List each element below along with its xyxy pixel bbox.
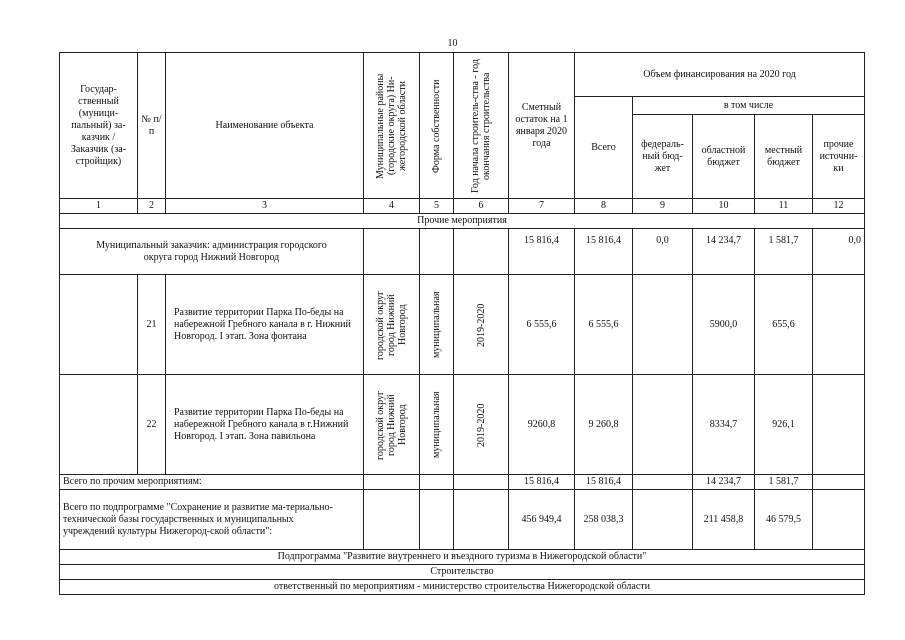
cell-local: 655,6 xyxy=(755,275,813,375)
col-number: 4 xyxy=(364,199,420,214)
years-text: 2019-2020 xyxy=(475,402,487,447)
customer-row xyxy=(60,229,865,275)
cell-local: 1 581,7 xyxy=(755,475,813,490)
cell-federal xyxy=(633,375,693,475)
cell-total: 6 555,6 xyxy=(575,275,633,375)
cell-local: 926,1 xyxy=(755,375,813,475)
cell xyxy=(60,275,138,375)
cell-federal xyxy=(633,490,693,550)
cell-other xyxy=(813,275,865,375)
cell-estimate: 6 555,6 xyxy=(509,275,575,375)
col-number: 12 xyxy=(813,199,865,214)
header-years-text: Год начала строитель-ства - год окончания строительства xyxy=(470,58,492,193)
cell-local: 46 579,5 xyxy=(755,490,813,550)
cell xyxy=(420,229,454,275)
header-ownership-text: Форма собственности xyxy=(431,78,442,173)
page-number: 10 xyxy=(447,38,458,49)
district-text: городской округ город Нижний Новгород xyxy=(375,389,408,460)
cell xyxy=(364,490,420,550)
cell xyxy=(364,475,420,490)
district-cell xyxy=(364,275,420,375)
cell xyxy=(60,375,138,475)
row-number: 21 xyxy=(138,275,166,375)
cell-total: 9 260,8 xyxy=(575,375,633,475)
col-number: 2 xyxy=(138,199,166,214)
cell-total: 15 816,4 xyxy=(575,475,633,490)
cell xyxy=(454,475,509,490)
col-number: 9 xyxy=(633,199,693,214)
cell-regional: 211 458,8 xyxy=(693,490,755,550)
cell-regional: 14 234,7 xyxy=(693,229,755,275)
cell-federal xyxy=(633,275,693,375)
header-years xyxy=(454,53,509,199)
col-number: 10 xyxy=(693,199,755,214)
cell-estimate: 15 816,4 xyxy=(509,475,575,490)
header-total: Всего xyxy=(575,97,633,199)
ownership-cell xyxy=(420,275,454,375)
header-financing-group: Объем финансирования на 2020 год xyxy=(575,53,865,97)
header-number: № п/п xyxy=(138,53,166,199)
header-including-group: в том числе xyxy=(633,97,865,115)
cell xyxy=(364,229,420,275)
ownership-text: муниципальная xyxy=(431,391,442,458)
header-local: местный бюджет xyxy=(755,115,813,199)
district-cell xyxy=(364,375,420,475)
cell-regional: 5900,0 xyxy=(693,275,755,375)
total-subprogram-label: Всего по подпрограмме "Сохранение и развитие ма-териально-технической базы государственных и муниципальных учреждений культуры Нижегород-ской области": xyxy=(60,490,364,550)
col-number: 6 xyxy=(454,199,509,214)
years-text: 2019-2020 xyxy=(475,302,487,347)
cell-other: 0,0 xyxy=(813,229,865,275)
header-estimate: Сметный остаток на 1 января 2020 года xyxy=(509,53,575,199)
col-number: 5 xyxy=(420,199,454,214)
cell-other xyxy=(813,475,865,490)
years-cell xyxy=(454,375,509,475)
table-row xyxy=(60,275,865,375)
cell xyxy=(420,490,454,550)
column-numbers-row xyxy=(60,199,865,214)
responsible-line: ответственный по мероприятиям - министерство строительства Нижегородской области xyxy=(60,580,865,595)
cell-estimate: 15 816,4 xyxy=(509,229,575,275)
cell-total: 258 038,3 xyxy=(575,490,633,550)
cell xyxy=(454,490,509,550)
ownership-text: муниципальная xyxy=(431,291,442,358)
construction-title: Строительство xyxy=(60,565,865,580)
col-number: 7 xyxy=(509,199,575,214)
object-name: Развитие территории Парка По-беды на набережной Гребного канала в г.Нижний Новгород. I этап. Зона павильона xyxy=(166,375,364,475)
row-number: 22 xyxy=(138,375,166,475)
header-other-sources: прочие источни-ки xyxy=(813,115,865,199)
col-number: 3 xyxy=(166,199,364,214)
header-district xyxy=(364,53,420,199)
total-subprogram-row xyxy=(60,490,865,550)
cell-estimate: 456 949,4 xyxy=(509,490,575,550)
cell-other xyxy=(813,490,865,550)
customer-label: Муниципальный заказчик: администрация городского округа город Нижний Новгород xyxy=(60,229,364,275)
district-text: городской округ город Нижний Новгород xyxy=(375,289,408,360)
cell xyxy=(420,475,454,490)
section-other-title: Прочие мероприятия xyxy=(60,214,865,229)
header-customer: Государ-ственный (муници-пальный) за-казчик / Заказчик (за-стройщик) xyxy=(60,53,138,199)
col-number: 1 xyxy=(60,199,138,214)
years-cell xyxy=(454,275,509,375)
total-other-row xyxy=(60,475,865,490)
cell-other xyxy=(813,375,865,475)
total-other-label: Всего по прочим мероприятиям: xyxy=(60,475,364,490)
cell-federal xyxy=(633,475,693,490)
object-name: Развитие территории Парка По-беды на набережной Гребного канала в г. Нижний Новгород. I этап. Зона фонтана xyxy=(166,275,364,375)
cell-federal: 0,0 xyxy=(633,229,693,275)
header-ownership xyxy=(420,53,454,199)
cell-local: 1 581,7 xyxy=(755,229,813,275)
financing-table xyxy=(59,52,865,595)
cell-estimate: 9260,8 xyxy=(509,375,575,475)
col-number: 8 xyxy=(575,199,633,214)
ownership-cell xyxy=(420,375,454,475)
cell-regional: 14 234,7 xyxy=(693,475,755,490)
header-object-name: Наименование объекта xyxy=(166,53,364,199)
header-federal: федераль-ный бюд-жет xyxy=(633,115,693,199)
cell-regional: 8334,7 xyxy=(693,375,755,475)
table-row xyxy=(60,375,865,475)
col-number: 11 xyxy=(755,199,813,214)
subprogram-title: Подпрограмма "Развитие внутреннего и въездного туризма в Нижегородской области" xyxy=(60,550,865,565)
cell xyxy=(454,229,509,275)
header-district-text: Муниципальные районы (городские округа) Ни-жегородской области xyxy=(375,72,408,179)
cell-total: 15 816,4 xyxy=(575,229,633,275)
header-regional: областной бюджет xyxy=(693,115,755,199)
